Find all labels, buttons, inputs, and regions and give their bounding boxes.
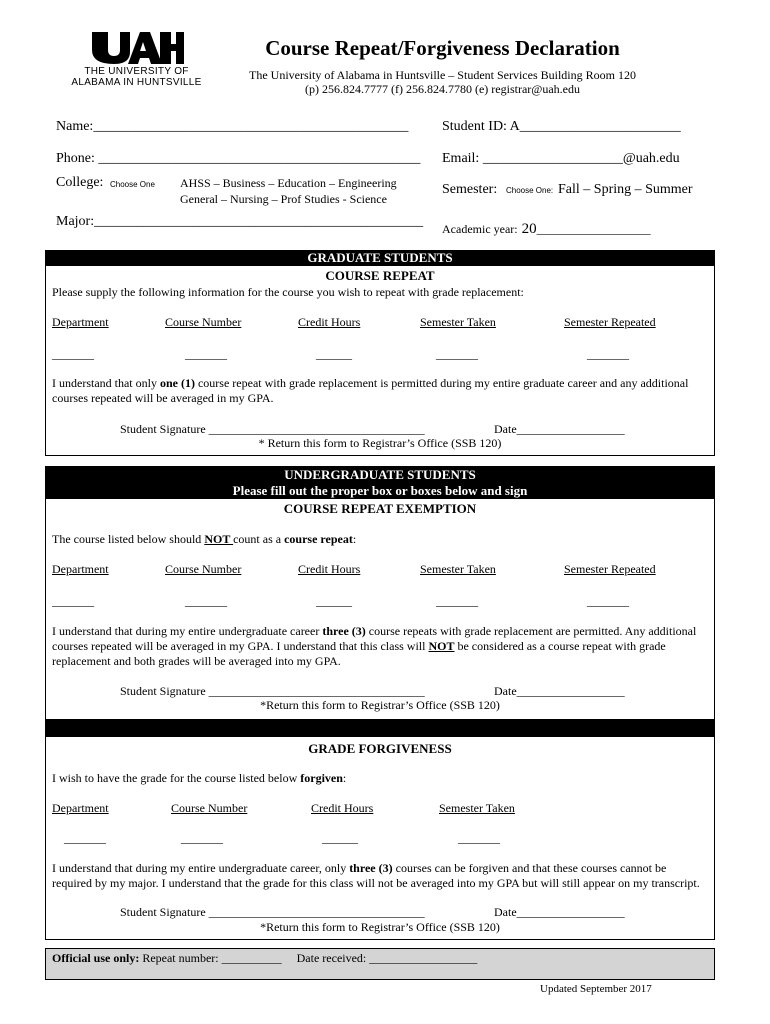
college-label: College: [56, 175, 104, 190]
phone-field[interactable]: Phone: ______________________________________________ [56, 151, 421, 166]
ug-statement-not: NOT [428, 639, 455, 653]
academic-year-field[interactable] [442, 220, 651, 238]
address: The University of Alabama in Huntsville – Student Services Building Room 120 [249, 68, 636, 82]
college-options-2[interactable]: General – Nursing – Prof Studies - Science [180, 192, 387, 206]
ug-department-input[interactable]: _______ [52, 594, 94, 608]
graduate-heading: GRADUATE STUDENTS [45, 250, 715, 266]
ug-statement-part: course repeats with grade replacement are permitted. Any additional courses repeated will be averaged in my GPA. I understand that this class will [52, 624, 697, 653]
gf-col-course-number: Course Number [171, 801, 248, 815]
grad-statement-part: I understand that only [52, 376, 160, 390]
logo-subtitle [70, 66, 203, 88]
ug-return-note: *Return this form to Registrar’s Office (SSB 120) [260, 698, 500, 712]
grad-col-semester-repeated: Semester Repeated [564, 315, 656, 329]
ug-statement-part: be considered as a course repeat with grade replacement and both grades will be averaged into my GPA. [52, 639, 666, 668]
gf-course-number-input[interactable]: _______ [181, 831, 223, 845]
gf-semester-taken-input[interactable]: _______ [458, 831, 500, 845]
updated-note: Updated September 2017 [540, 983, 652, 995]
contact-info: (p) 256.824.7777 (f) 256.824.7780 (e) registrar@uah.edu [305, 82, 580, 96]
college-choose-one: Choose One [110, 180, 155, 189]
undergrad-statement [52, 624, 707, 669]
gf-signature-field[interactable]: Student Signature ____________________________________ [120, 905, 425, 919]
ug-signature-field[interactable]: Student Signature ____________________________________ [120, 684, 425, 698]
grad-semester-repeated-input[interactable]: _______ [587, 347, 629, 361]
undergrad-intro-part: count as a [233, 532, 285, 546]
semester-label: Semester: [442, 182, 498, 197]
ug-col-credit-hours: Credit Hours [298, 562, 361, 576]
ug-credit-hours-input[interactable]: ______ [316, 594, 352, 608]
official-use-label: Official use only: [52, 951, 140, 965]
grad-course-number-input[interactable]: _______ [185, 347, 227, 361]
academic-year-prefix: 20 [521, 221, 537, 237]
date-received-field[interactable]: Date received: __________________ [296, 951, 478, 965]
undergrad-heading-line-2: Please fill out the proper box or boxes below and sign [232, 483, 528, 498]
page-title: Course Repeat/Forgiveness Declaration [265, 36, 620, 60]
grad-col-course-number: Course Number [165, 315, 242, 329]
ug-course-number-input[interactable]: _______ [185, 594, 227, 608]
forgiveness-intro-part: I wish to have the grade for the course listed below [52, 771, 301, 785]
student-id-field[interactable]: Student ID: A_______________________ [442, 119, 681, 134]
gf-col-credit-hours: Credit Hours [311, 801, 374, 815]
ug-date-field[interactable]: Date__________________ [494, 684, 625, 698]
academic-year-blank: ___________________ [536, 222, 651, 236]
repeat-number-field[interactable]: Repeat number: __________ [142, 951, 282, 965]
academic-year-label: Academic year: [442, 222, 518, 236]
ug-semester-repeated-input[interactable]: _______ [587, 594, 629, 608]
forgiveness-intro [52, 771, 346, 786]
undergrad-intro-part: The course listed below should [52, 532, 205, 546]
logo-sub-line-1: THE UNIVERSITY OF [84, 66, 189, 77]
official-use-row [52, 951, 477, 966]
semester-options[interactable]: Fall – Spring – Summer [558, 182, 693, 197]
ug-semester-taken-input[interactable]: _______ [436, 594, 478, 608]
graduate-statement [52, 376, 707, 406]
ug-col-department: Department [52, 562, 109, 576]
undergrad-intro-not: NOT [204, 532, 234, 546]
major-field[interactable]: Major:_______________________________________________ [56, 214, 424, 229]
grad-department-input[interactable]: _______ [52, 347, 94, 361]
semester-choose-one: Choose One: [506, 186, 554, 195]
undergrad-intro [52, 532, 356, 547]
college-options-1[interactable]: AHSS – Business – Education – Engineering [180, 176, 397, 190]
ug-col-semester-taken: Semester Taken [420, 562, 496, 576]
grad-credit-hours-input[interactable]: ______ [316, 347, 352, 361]
forgiveness-bar [45, 720, 715, 737]
grad-statement-bold: one (1) [159, 376, 195, 390]
grad-date-field[interactable]: Date__________________ [494, 422, 625, 436]
forgiveness-statement [52, 861, 707, 891]
grad-statement-part: course repeat with grade replacement is permitted during my entire graduate career and any additional courses repeated will be averaged in my GPA. [52, 376, 689, 405]
gf-col-semester-taken: Semester Taken [439, 801, 515, 815]
ug-col-semester-repeated: Semester Repeated [564, 562, 656, 576]
gf-date-field[interactable]: Date__________________ [494, 905, 625, 919]
undergrad-heading-line-1: UNDERGRADUATE STUDENTS [284, 467, 476, 482]
uah-logo-mark [88, 30, 184, 66]
undergrad-intro-bold: course repeat [284, 532, 353, 546]
grad-semester-taken-input[interactable]: _______ [436, 347, 478, 361]
ug-statement-bold: three (3) [322, 624, 366, 638]
gf-statement-part: courses can be forgiven and that these courses cannot be required by my major. I understand that the grade for this class will not be averaged into my GPA but will still appear on my transcript. [52, 861, 700, 890]
grad-col-semester-taken: Semester Taken [420, 315, 496, 329]
gf-return-note: *Return this form to Registrar’s Office (SSB 120) [260, 920, 500, 934]
grad-return-note: * Return this form to Registrar’s Office (SSB 120) [258, 436, 502, 450]
gf-credit-hours-input[interactable]: ______ [322, 831, 358, 845]
graduate-subheading: COURSE REPEAT [325, 268, 435, 283]
grad-col-credit-hours: Credit Hours [298, 315, 361, 329]
undergraduate-heading [45, 466, 715, 499]
gf-statement-bold: three (3) [349, 861, 393, 875]
undergrad-intro-part: : [352, 532, 357, 546]
gf-department-input[interactable]: _______ [64, 831, 106, 845]
name-field[interactable]: Name:_____________________________________________ [56, 119, 409, 134]
grad-col-department: Department [52, 315, 109, 329]
forgiveness-subheading: GRADE FORGIVENESS [308, 741, 452, 756]
logo-sub-line-2: ALABAMA IN HUNTSVILLE [71, 77, 202, 88]
grad-signature-field[interactable]: Student Signature ____________________________________ [120, 422, 425, 436]
gf-col-department: Department [52, 801, 109, 815]
forgiveness-intro-part: : [342, 771, 347, 785]
ug-statement-part: I understand that during my entire undergraduate career [52, 624, 323, 638]
undergrad-subheading: COURSE REPEAT EXEMPTION [283, 501, 477, 516]
graduate-intro: Please supply the following information for the course you wish to repeat with grade replacement: [52, 285, 524, 299]
ug-col-course-number: Course Number [165, 562, 242, 576]
forgiveness-intro-bold: forgiven [300, 771, 343, 785]
email-field[interactable]: Email: ____________________@uah.edu [442, 151, 680, 166]
gf-statement-part: I understand that during my entire undergraduate career, only [52, 861, 350, 875]
